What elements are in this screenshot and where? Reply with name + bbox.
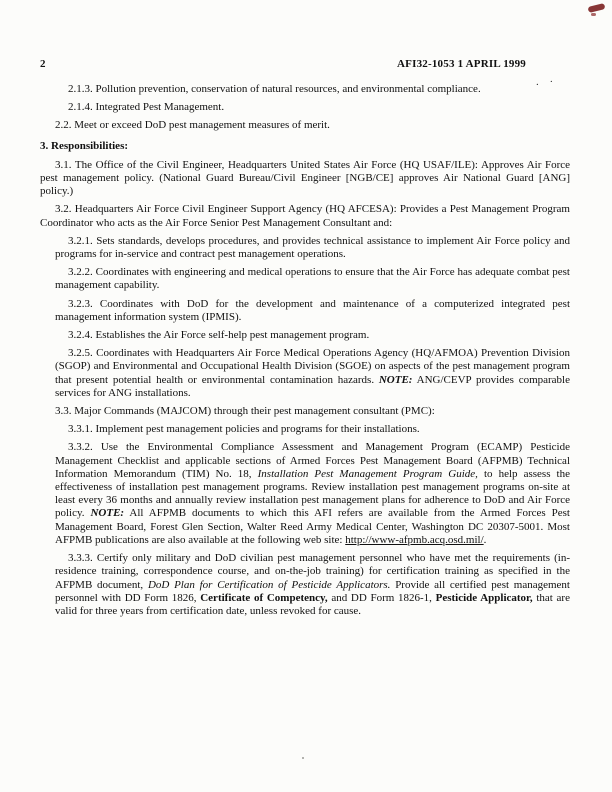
paragraph bbox=[40, 83, 570, 96]
header-doc-id: AFI32-1053 1 APRIL 1999 bbox=[397, 58, 526, 70]
paragraph bbox=[40, 119, 570, 132]
text-run: 3.1. The Office of the Civil Engineer, Headquarters United States Air Force (HQ USAF/ILE): Approves Air Force pest management policy. (National Guard Bureau/Civil Engineer [NGB/CE] approves Air National Guard [ANG] policy.) bbox=[40, 158, 570, 198]
paragraph bbox=[40, 405, 570, 418]
afpmb-url: http://www-afpmb.acq.osd.mil/ bbox=[345, 533, 484, 546]
text-run: Pesticide Applicator, bbox=[435, 591, 533, 604]
text-run: All AFPMB documents to which this AFI refers are available from the Armed Forces Pest Management Board, Forest Glen Section, Walter Reed Army Medical Center, Washington DC 20307-5001. Most AFPMB publications are also available at the following web site: bbox=[55, 507, 570, 546]
paragraph bbox=[40, 235, 570, 261]
paragraph bbox=[40, 203, 570, 229]
text-run: Certificate of Competency, bbox=[200, 591, 328, 604]
text-run: . bbox=[483, 533, 487, 546]
scan-speck-bottom bbox=[302, 757, 304, 759]
scan-artifact-red-speck bbox=[591, 13, 596, 16]
text-run: DoD Plan for Certification of Pesticide Applicators. bbox=[147, 578, 391, 591]
paragraph bbox=[40, 552, 570, 618]
paragraph bbox=[40, 329, 570, 342]
paragraph bbox=[40, 441, 570, 547]
paragraph bbox=[40, 298, 570, 324]
text-run: 2.2. Meet or exceed DoD pest management measures of merit. bbox=[55, 119, 330, 132]
paragraph bbox=[40, 159, 570, 199]
text-run: 3.2. Headquarters Air Force Civil Engineer Support Agency (HQ AFCESA): Provides a Pest Management Program Coordinator who acts as the Air Force Senior Pest Management Consultant and: bbox=[40, 203, 570, 229]
text-run: 3.2.5. Coordinates with Headquarters Air Force Medical Operations Agency (HQ/AFMOA) Prevention Division (SGOP) and Environmental and Occupational Health Division (SGOE) on aspects of the pest management program that present potential health or environmental contamination hazards. bbox=[55, 347, 570, 386]
text-run: 3.2.3. Coordinates with DoD for the development and maintenance of a computerized integrated pest management information system (IPMIS). bbox=[55, 297, 570, 323]
text-run: 2.1.4. Integrated Pest Management. bbox=[68, 101, 225, 114]
text-run: 3.3. Major Commands (MAJCOM) through their pest management consultant (PMC): bbox=[55, 405, 435, 418]
text-run: ANG/CEVP provides comparable services for ANG installations. bbox=[55, 373, 570, 399]
paragraph bbox=[40, 347, 570, 400]
paragraph bbox=[40, 101, 570, 114]
text-run: 3.3.1. Implement pest management policies and programs for their installations. bbox=[68, 423, 420, 436]
text-run: and DD Form 1826-1, bbox=[327, 591, 436, 604]
scan-speck-dots: . · bbox=[536, 76, 558, 88]
text-run: 2.1.3. Pollution prevention, conservation of natural resources, and environmental compliance. bbox=[68, 83, 481, 95]
text-run: Installation Pest Management Program Guide, bbox=[257, 467, 478, 480]
paragraph bbox=[40, 266, 570, 292]
text-run: NOTE: bbox=[378, 373, 413, 386]
text-run: to help assess the effectiveness of installation pest management programs. Review installation pest management programs on-site at least every 36 months and annually review installation pest management plans for adherence to DoD and Air Force policy. bbox=[55, 467, 570, 520]
page-header bbox=[40, 58, 570, 70]
text-run: 3.2.2. Coordinates with engineering and medical operations to ensure that the Air Force has adequate combat pest management capability. bbox=[55, 266, 570, 292]
text-run: that are valid for three years from certification date, unless revoked for cause. bbox=[55, 591, 570, 617]
text-run: Provide all certified pest management personnel with DD Form 1826, bbox=[55, 578, 570, 604]
page-number: 2 bbox=[40, 58, 46, 70]
text-run: 3.2.4. Establishes the Air Force self-help pest management program. bbox=[68, 329, 370, 342]
paragraph bbox=[40, 423, 570, 436]
text-run: NOTE: bbox=[90, 507, 125, 520]
text-run: 3.3.2. Use the Environmental Compliance Assessment and Management Program (ECAMP) Pesticide Management Checklist and applicable sections of Armed Forces Pest Management Board (AFPMB) Technical Information Memorandum (TIM) No. 18, bbox=[55, 441, 570, 480]
section-heading bbox=[40, 140, 570, 153]
text-run: 3. Responsibilities: bbox=[40, 139, 129, 152]
text-run: 3.2.1. Sets standards, develops procedures, and provides technical assistance to implement Air Force policy and programs for in-service and contract pest management operations. bbox=[55, 234, 570, 261]
scan-artifact-red-mark bbox=[588, 3, 606, 13]
document-body bbox=[40, 83, 570, 623]
text-run: 3.3.3. Certify only military and DoD civilian pest management personnel who have met the requirements (in-residence training, correspondence course, and on-the-job training) for certification training as specified in the AFPMB document, bbox=[55, 552, 570, 591]
